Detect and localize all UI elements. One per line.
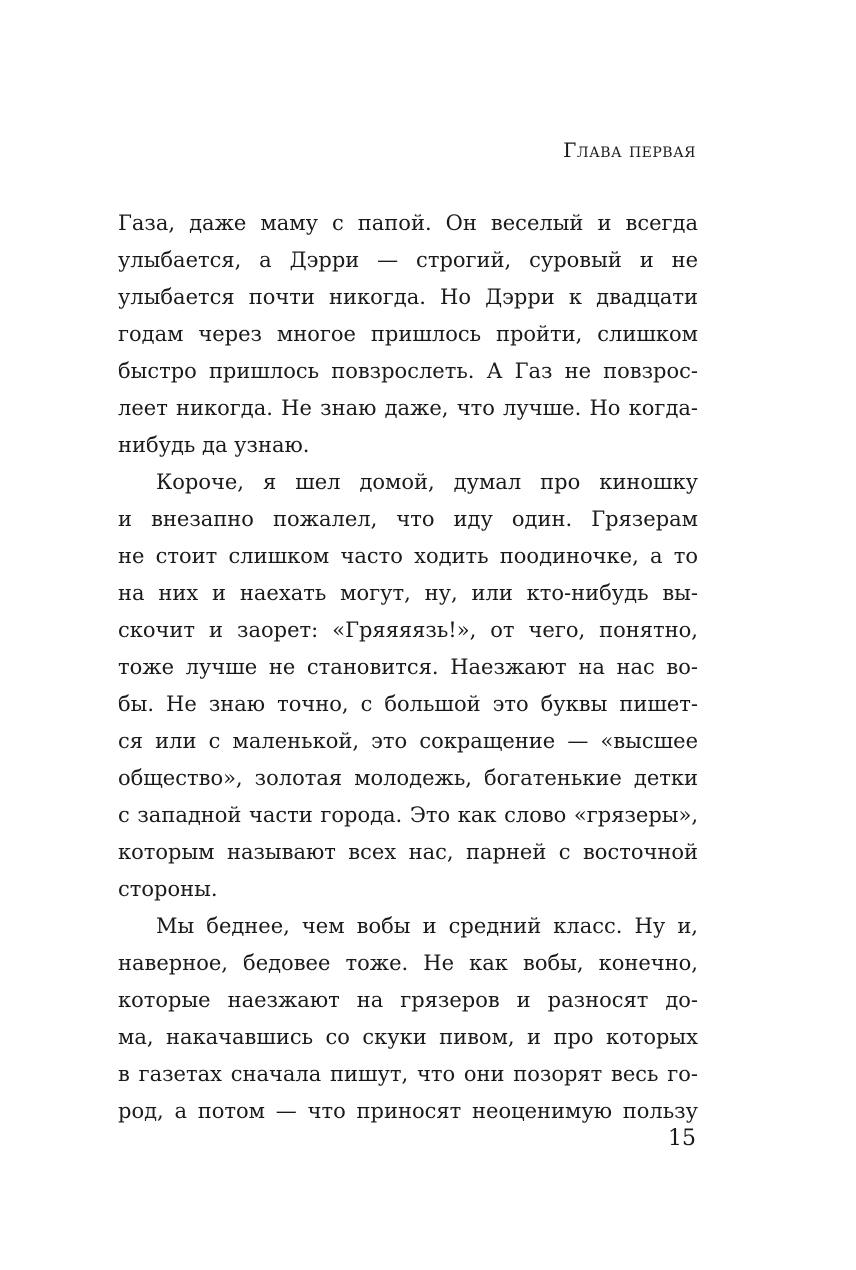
text-line: стороны. xyxy=(118,877,218,901)
page-number: 15 xyxy=(668,1126,696,1151)
text-line: Газа, даже маму с папой. Он веселый и всегда xyxy=(118,211,698,235)
text-line: Короче, я шел домой, думал про киношку xyxy=(156,470,698,494)
text-line: общество», золотая молодежь, богатенькие детки xyxy=(118,766,698,790)
text-line: нибудь да узнаю. xyxy=(118,433,310,457)
text-line: наверное, бедовее тоже. Не как вобы, конечно, xyxy=(118,951,698,975)
text-line: которые наезжают на грязеров и разносят до- xyxy=(118,988,698,1012)
running-head: Глава первая xyxy=(563,138,696,162)
text-line: с западной части города. Это как слово «грязеры», xyxy=(118,803,698,827)
text-line: быстро пришлось повзрослеть. А Газ не повзрос- xyxy=(118,359,698,383)
text-line: леет никогда. Не знаю даже, что лучше. Но когда- xyxy=(118,396,698,420)
text-line: на них и наехать могут, ну, или кто-нибудь вы- xyxy=(118,581,698,605)
text-line: Мы беднее, чем вобы и средний класс. Ну и, xyxy=(156,914,698,938)
text-line: тоже лучше не становится. Наезжают на нас во- xyxy=(118,655,698,679)
text-line: ма, накачавшись со скуки пивом, и про которых xyxy=(118,1025,698,1049)
text-line: род, а потом — что приносят неоценимую пользу xyxy=(118,1099,698,1123)
text-line: не стоит слишком часто ходить поодиночке, а то xyxy=(118,544,698,568)
text-line: годам через многое пришлось пройти, слишком xyxy=(118,322,698,346)
text-line: бы. Не знаю точно, с большой это буквы пишет- xyxy=(118,692,698,716)
text-line: в газетах сначала пишут, что они позорят весь го- xyxy=(118,1062,698,1086)
text-line: и внезапно пожалел, что иду один. Грязерам xyxy=(118,507,698,531)
text-line: скочит и заорет: «Гряяяязь!», от чего, понятно, xyxy=(118,618,698,642)
text-line: улыбается почти никогда. Но Дэрри к двадцати xyxy=(118,285,698,309)
text-line: ся или с маленькой, это сокращение — «высшее xyxy=(118,729,698,753)
text-line: улыбается, а Дэрри — строгий, суровый и не xyxy=(118,248,698,272)
body-text xyxy=(118,205,698,1130)
text-line: которым называют всех нас, парней с восточной xyxy=(118,840,698,864)
